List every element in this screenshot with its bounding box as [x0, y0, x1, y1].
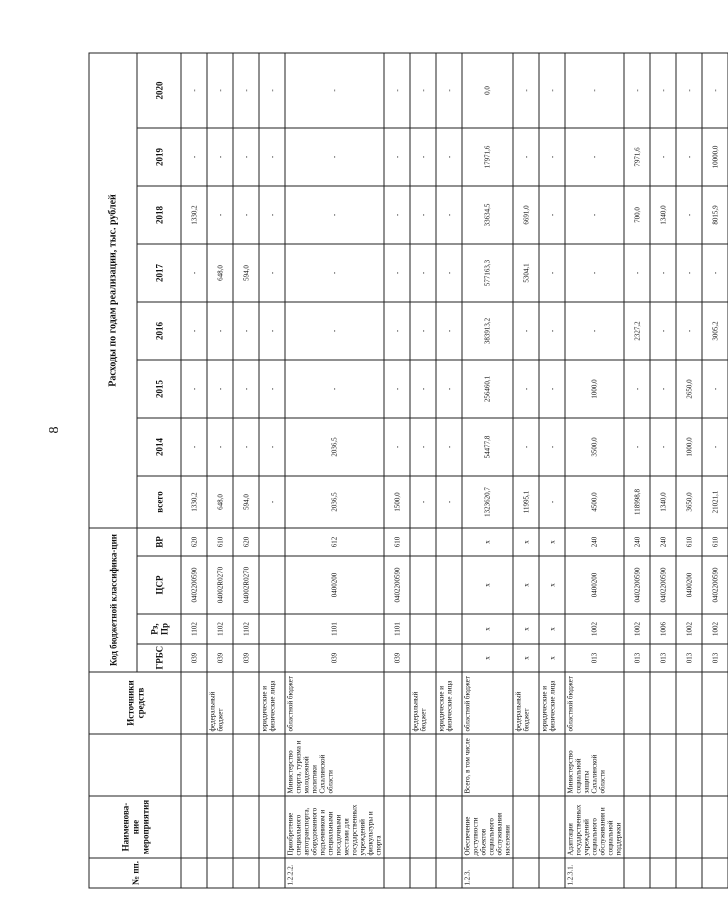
- row-name: [539, 796, 565, 858]
- header-year: 2015: [137, 359, 181, 417]
- row-year-value: -: [410, 52, 436, 127]
- row-year-value: -: [676, 52, 702, 127]
- row-year-value: 700,0: [624, 185, 650, 243]
- row-num: [539, 858, 565, 888]
- row-num: [259, 858, 285, 888]
- row-year-value: -: [565, 185, 624, 243]
- row-year-value: -: [650, 359, 676, 417]
- row-year-value: -: [233, 52, 259, 127]
- row-csr: 0400200: [676, 556, 702, 614]
- row-csr: 0402200590: [702, 556, 728, 614]
- row-source: [384, 672, 410, 734]
- row-year-value: -: [650, 417, 676, 475]
- row-num: [207, 858, 233, 888]
- row-num: 1.2.3.1.: [565, 858, 624, 888]
- row-year-value: -: [285, 52, 384, 127]
- row-source: областной бюджет: [285, 672, 384, 734]
- row-name: Обеспечение доступности объектов социального обслуживания населения: [462, 796, 513, 858]
- row-year-value: -: [285, 301, 384, 359]
- row-org: [624, 734, 650, 796]
- row-year-value: -: [233, 417, 259, 475]
- row-year-value: -: [410, 359, 436, 417]
- row-year-value: -: [233, 359, 259, 417]
- row-year-value: 8015,9: [702, 185, 728, 243]
- row-num: [384, 858, 410, 888]
- row-year-value: -: [384, 52, 410, 127]
- table-row: [624, 52, 650, 887]
- row-csr: 0400200: [285, 556, 384, 614]
- row-year-value: -: [181, 301, 207, 359]
- row-csr: х: [462, 556, 513, 614]
- row-grbs: 039: [384, 644, 410, 672]
- header-code-group: Код бюджетной классифика-ции: [89, 527, 137, 671]
- row-rzpr: 1002: [702, 614, 728, 644]
- table-row: [207, 52, 233, 887]
- row-year-value: -: [513, 52, 539, 127]
- row-year-value: 256460,1: [462, 359, 513, 417]
- row-num: [436, 858, 462, 888]
- row-year-value: -: [207, 127, 233, 185]
- row-year-value: -: [384, 127, 410, 185]
- row-grbs: [259, 644, 285, 672]
- budget-table-wrapper: [88, 53, 719, 888]
- header-year: 2020: [137, 52, 181, 127]
- row-total: 11995,1: [513, 475, 539, 527]
- header-year: 2019: [137, 127, 181, 185]
- header-rzpr: Рз, Пр: [137, 614, 181, 644]
- row-year-value: 577163,3: [462, 243, 513, 301]
- row-total: 1323620,7: [462, 475, 513, 527]
- row-grbs: 039: [181, 644, 207, 672]
- row-year-value: -: [565, 301, 624, 359]
- row-year-value: -: [513, 417, 539, 475]
- table-row: [513, 52, 539, 887]
- row-csr: 0400200: [565, 556, 624, 614]
- row-year-value: -: [207, 301, 233, 359]
- row-year-value: -: [676, 301, 702, 359]
- row-grbs: 039: [285, 644, 384, 672]
- row-year-value: -: [436, 185, 462, 243]
- row-vr: х: [539, 527, 565, 555]
- row-num: [233, 858, 259, 888]
- row-year-value: -: [676, 127, 702, 185]
- row-year-value: -: [650, 52, 676, 127]
- row-total: 648,0: [207, 475, 233, 527]
- row-grbs: [410, 644, 436, 672]
- row-grbs: х: [539, 644, 565, 672]
- row-source: федеральный бюджет: [207, 672, 233, 734]
- row-year-value: -: [285, 243, 384, 301]
- row-year-value: 1340,0: [650, 185, 676, 243]
- row-year-value: -: [565, 52, 624, 127]
- table-row: [410, 52, 436, 887]
- row-year-value: -: [410, 243, 436, 301]
- row-year-value: -: [436, 52, 462, 127]
- row-org: [702, 734, 728, 796]
- row-year-value: -: [410, 417, 436, 475]
- row-year-value: -: [384, 185, 410, 243]
- row-name: [436, 796, 462, 858]
- row-year-value: -: [233, 127, 259, 185]
- row-org: Всего, в том числе: [462, 734, 513, 796]
- row-rzpr: [436, 614, 462, 644]
- row-name: [513, 796, 539, 858]
- header-year: 2018: [137, 185, 181, 243]
- row-grbs: 013: [676, 644, 702, 672]
- row-year-value: 2327,2: [624, 301, 650, 359]
- row-year-value: -: [513, 359, 539, 417]
- row-name: [410, 796, 436, 858]
- row-name: [384, 796, 410, 858]
- row-year-value: -: [207, 52, 233, 127]
- row-csr: 04002R0270: [233, 556, 259, 614]
- row-year-value: -: [181, 243, 207, 301]
- row-rzpr: х: [539, 614, 565, 644]
- header-sources: Источники средств: [89, 672, 181, 734]
- header-org: [89, 734, 181, 796]
- row-year-value: -: [702, 359, 728, 417]
- row-year-value: 648,0: [207, 243, 233, 301]
- row-year-value: -: [259, 127, 285, 185]
- row-rzpr: 1002: [624, 614, 650, 644]
- row-name: [676, 796, 702, 858]
- header-year: 2014: [137, 417, 181, 475]
- row-year-value: -: [539, 243, 565, 301]
- row-year-value: -: [285, 359, 384, 417]
- row-vr: 610: [384, 527, 410, 555]
- row-year-value: -: [436, 359, 462, 417]
- row-year-value: -: [565, 127, 624, 185]
- row-grbs: 013: [650, 644, 676, 672]
- row-year-value: -: [207, 185, 233, 243]
- header-num: № пп.: [89, 858, 181, 888]
- row-total: 3650,0: [676, 475, 702, 527]
- row-year-value: 17971,6: [462, 127, 513, 185]
- header-vr: ВР: [137, 527, 181, 555]
- row-name: [624, 796, 650, 858]
- row-year-value: -: [624, 417, 650, 475]
- table-row: [539, 52, 565, 887]
- row-vr: [410, 527, 436, 555]
- row-source: областной бюджет: [462, 672, 513, 734]
- row-year-value: -: [384, 359, 410, 417]
- row-rzpr: 1101: [384, 614, 410, 644]
- row-vr: 240: [565, 527, 624, 555]
- row-total: -: [259, 475, 285, 527]
- row-csr: 0402200590: [384, 556, 410, 614]
- row-grbs: [436, 644, 462, 672]
- row-year-value: -: [259, 417, 285, 475]
- table-row: [462, 52, 513, 887]
- header-total: всего: [137, 475, 181, 527]
- table-row: [565, 52, 624, 887]
- row-year-value: 3500,0: [565, 417, 624, 475]
- row-year-value: 1000,0: [676, 417, 702, 475]
- row-year-value: 2650,0: [676, 359, 702, 417]
- page-number: 8: [47, 426, 62, 434]
- row-num: 1.2.2.2.: [285, 858, 384, 888]
- row-org: [539, 734, 565, 796]
- row-rzpr: 1102: [181, 614, 207, 644]
- row-rzpr: 1002: [676, 614, 702, 644]
- row-year-value: -: [702, 52, 728, 127]
- row-rzpr: [259, 614, 285, 644]
- row-year-value: -: [539, 417, 565, 475]
- row-num: [624, 858, 650, 888]
- row-org: [233, 734, 259, 796]
- row-org: [436, 734, 462, 796]
- row-year-value: 594,0: [233, 243, 259, 301]
- row-year-value: -: [436, 243, 462, 301]
- table-row: [181, 52, 207, 887]
- table-row: [384, 52, 410, 887]
- row-year-value: -: [181, 417, 207, 475]
- row-rzpr: 1002: [565, 614, 624, 644]
- row-vr: [436, 527, 462, 555]
- row-year-value: 1000,0: [565, 359, 624, 417]
- row-total: -: [436, 475, 462, 527]
- row-year-value: -: [436, 417, 462, 475]
- header-name: Наименова-ние мероприятия: [89, 796, 181, 858]
- row-csr: 0402200590: [650, 556, 676, 614]
- row-source: [676, 672, 702, 734]
- row-year-value: 0,0: [462, 52, 513, 127]
- row-num: [181, 858, 207, 888]
- row-year-value: -: [259, 52, 285, 127]
- row-source: юридические и физические лица: [539, 672, 565, 734]
- row-csr: [410, 556, 436, 614]
- row-year-value: -: [233, 301, 259, 359]
- row-vr: 610: [676, 527, 702, 555]
- row-org: [181, 734, 207, 796]
- row-vr: 240: [650, 527, 676, 555]
- row-csr: 0402200590: [624, 556, 650, 614]
- row-source: [233, 672, 259, 734]
- row-org: [259, 734, 285, 796]
- row-total: 118998,8: [624, 475, 650, 527]
- row-year-value: -: [702, 243, 728, 301]
- table-row: [285, 52, 384, 887]
- table-row: [676, 52, 702, 887]
- row-year-value: -: [539, 185, 565, 243]
- row-year-value: -: [436, 301, 462, 359]
- row-year-value: -: [207, 359, 233, 417]
- row-year-value: -: [539, 301, 565, 359]
- row-year-value: -: [410, 127, 436, 185]
- row-grbs: х: [462, 644, 513, 672]
- row-year-value: -: [181, 359, 207, 417]
- row-total: 1330,2: [181, 475, 207, 527]
- row-year-value: 10000,0: [702, 127, 728, 185]
- row-year-value: -: [384, 243, 410, 301]
- row-year-value: -: [285, 185, 384, 243]
- row-year-value: -: [410, 301, 436, 359]
- row-csr: х: [539, 556, 565, 614]
- row-name: Адаптация государственных учреждений социального обслуживания и социальной поддержки: [565, 796, 624, 858]
- row-csr: [436, 556, 462, 614]
- row-csr: [259, 556, 285, 614]
- row-name: [207, 796, 233, 858]
- row-rzpr: 1006: [650, 614, 676, 644]
- row-org: [207, 734, 233, 796]
- row-total: 4500,0: [565, 475, 624, 527]
- row-total: -: [410, 475, 436, 527]
- row-source: [181, 672, 207, 734]
- row-year-value: -: [259, 301, 285, 359]
- row-year-value: -: [285, 127, 384, 185]
- table-row: [233, 52, 259, 887]
- budget-table: [88, 52, 728, 888]
- row-year-value: -: [539, 359, 565, 417]
- row-grbs: 039: [207, 644, 233, 672]
- row-vr: 620: [181, 527, 207, 555]
- row-source: федеральный бюджет: [513, 672, 539, 734]
- row-year-value: -: [624, 243, 650, 301]
- row-source: федеральный бюджет: [410, 672, 436, 734]
- row-source: юридические и физические лица: [259, 672, 285, 734]
- row-name: Приобретение специального автотранспорта, оборудованного подъемником и специальными посадочными местами для государственных учреждений физкультуры и спорта: [285, 796, 384, 858]
- row-name: [259, 796, 285, 858]
- row-org: Министерство социальной защиты Сахалинской области: [565, 734, 624, 796]
- row-vr: 610: [702, 527, 728, 555]
- row-name: [702, 796, 728, 858]
- row-year-value: -: [513, 301, 539, 359]
- row-year-value: -: [624, 359, 650, 417]
- row-num: [650, 858, 676, 888]
- row-org: [513, 734, 539, 796]
- header-year: 2017: [137, 243, 181, 301]
- row-grbs: 013: [624, 644, 650, 672]
- row-grbs: 039: [233, 644, 259, 672]
- row-grbs: 013: [702, 644, 728, 672]
- row-year-value: -: [259, 243, 285, 301]
- row-vr: 240: [624, 527, 650, 555]
- row-rzpr: 1101: [285, 614, 384, 644]
- row-num: 1.2.3.: [462, 858, 513, 888]
- row-year-value: -: [513, 127, 539, 185]
- row-rzpr: х: [513, 614, 539, 644]
- row-total: 1340,0: [650, 475, 676, 527]
- row-year-value: -: [181, 52, 207, 127]
- row-org: [650, 734, 676, 796]
- row-vr: 620: [233, 527, 259, 555]
- row-year-value: -: [650, 301, 676, 359]
- row-year-value: -: [565, 243, 624, 301]
- row-total: -: [539, 475, 565, 527]
- row-year-value: 6691,0: [513, 185, 539, 243]
- row-org: [410, 734, 436, 796]
- row-rzpr: 1102: [233, 614, 259, 644]
- row-num: [676, 858, 702, 888]
- row-num: [410, 858, 436, 888]
- row-rzpr: х: [462, 614, 513, 644]
- row-total: 594,0: [233, 475, 259, 527]
- row-name: [650, 796, 676, 858]
- header-grbs: ГРБС: [137, 644, 181, 672]
- row-year-value: 33634,5: [462, 185, 513, 243]
- table-row: [650, 52, 676, 887]
- row-source: [650, 672, 676, 734]
- row-year-value: -: [259, 185, 285, 243]
- row-year-value: -: [702, 417, 728, 475]
- row-year-value: -: [539, 127, 565, 185]
- row-year-value: -: [207, 417, 233, 475]
- row-vr: 610: [207, 527, 233, 555]
- row-year-value: -: [233, 185, 259, 243]
- row-year-value: 3005,2: [702, 301, 728, 359]
- row-vr: 612: [285, 527, 384, 555]
- row-org: Министерство спорта, туризма и молодежной политики Сахалинской области: [285, 734, 384, 796]
- row-year-value: 2036,5: [285, 417, 384, 475]
- row-rzpr: 1102: [207, 614, 233, 644]
- row-year-value: -: [384, 301, 410, 359]
- row-year-value: 7971,6: [624, 127, 650, 185]
- row-rzpr: [410, 614, 436, 644]
- row-org: [384, 734, 410, 796]
- table-row: [702, 52, 728, 887]
- row-csr: 04002R0270: [207, 556, 233, 614]
- row-total: 21021,1: [702, 475, 728, 527]
- row-year-value: -: [676, 243, 702, 301]
- row-name: [233, 796, 259, 858]
- row-total: 1500,0: [384, 475, 410, 527]
- row-csr: 0402200590: [181, 556, 207, 614]
- row-vr: [259, 527, 285, 555]
- row-grbs: х: [513, 644, 539, 672]
- row-year-value: -: [259, 359, 285, 417]
- row-year-value: -: [676, 185, 702, 243]
- row-year-value: -: [436, 127, 462, 185]
- row-source: областной бюджет: [565, 672, 624, 734]
- row-year-value: -: [539, 52, 565, 127]
- row-num: [702, 858, 728, 888]
- row-year-value: -: [410, 185, 436, 243]
- row-year-value: -: [384, 417, 410, 475]
- row-year-value: -: [650, 127, 676, 185]
- row-year-value: 5304,1: [513, 243, 539, 301]
- row-total: 2036,5: [285, 475, 384, 527]
- row-name: [181, 796, 207, 858]
- row-year-value: -: [624, 52, 650, 127]
- row-org: [676, 734, 702, 796]
- header-csr: ЦСР: [137, 556, 181, 614]
- table-row: [436, 52, 462, 887]
- header-year: 2016: [137, 301, 181, 359]
- row-vr: х: [513, 527, 539, 555]
- header-expenses-group: Расходы по годам реализации, тыс. рублей: [89, 52, 137, 527]
- row-csr: х: [513, 556, 539, 614]
- row-year-value: 1330,2: [181, 185, 207, 243]
- row-source: [702, 672, 728, 734]
- row-source: [624, 672, 650, 734]
- row-year-value: -: [650, 243, 676, 301]
- row-year-value: 54477,8: [462, 417, 513, 475]
- row-source: юридические и физические лица: [436, 672, 462, 734]
- row-grbs: 013: [565, 644, 624, 672]
- row-year-value: -: [181, 127, 207, 185]
- row-year-value: 383913,2: [462, 301, 513, 359]
- row-num: [513, 858, 539, 888]
- table-row: [259, 52, 285, 887]
- row-vr: х: [462, 527, 513, 555]
